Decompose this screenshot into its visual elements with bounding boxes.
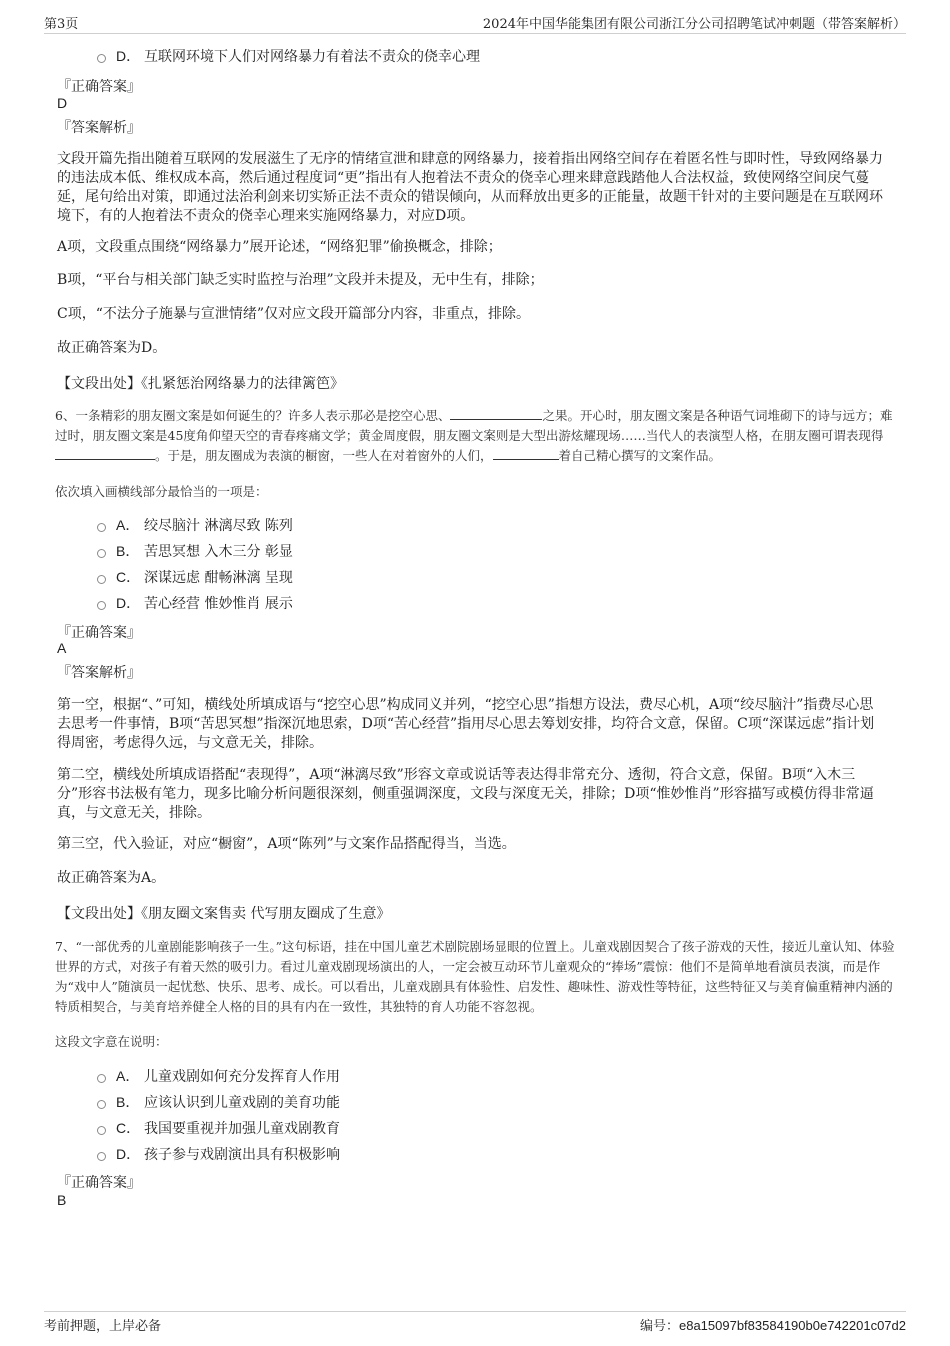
q7-answer: B [57, 1192, 67, 1208]
radio-icon[interactable] [97, 1074, 106, 1083]
radio-icon[interactable] [97, 601, 106, 610]
q7-answer-label: 『正确答案』 [57, 1175, 141, 1191]
radio-icon[interactable] [97, 523, 106, 532]
q7-option-b[interactable]: B． 应该认识到儿童戏剧的美育功能 [97, 1092, 340, 1112]
q5-analysis-4: C项，“不法分子施暴与宣泄情绪”仅对应文段开篇部分内容，非重点，排除。 [57, 306, 531, 322]
q6-analysis-4: 故正确答案为A。 [57, 870, 166, 886]
q5-answer: D [57, 95, 68, 111]
q6-analysis-3: 第三空，代入验证，对应“橱窗”，A项“陈列”与文案作品搭配得当，当选。 [57, 836, 516, 852]
q6-option-d[interactable]: D． 苦心经营 惟妙惟肖 展示 [97, 593, 293, 613]
q6-stem: 6、一条精彩的朋友圈文案是如何诞生的？许多人表示那必是挖空心思、 之果。开心时，朋友圈文案是各种语气词堆砌下的诗与远方；难过时，朋友圈文案是45度角仰望天空的青春疼痛文学；黄金周度假，朋友圈文案则是大型出游炫耀现场……当代人的表演型人格，在朋友圈可谓表现得。于是，朋友圈成为表演的橱窗，一些人在对着窗外的人们， 着自己精心撰写的文案作品。 [55, 408, 893, 463]
q7-option-d[interactable]: D． 孩子参与戏剧演出具有积极影响 [97, 1144, 340, 1164]
q6-option-a[interactable]: A． 绞尽脑汁 淋漓尽致 陈列 [97, 515, 293, 535]
footer-slogan: 考前押题，上岸必备 [44, 1319, 162, 1334]
q6-analysis-label: 『答案解析』 [57, 665, 141, 681]
q6-answer-label: 『正确答案』 [57, 625, 141, 641]
radio-icon[interactable] [97, 1126, 106, 1135]
q5-option-d[interactable]: D． 互联网环境下人们对网络暴力有着法不责众的侥幸心理 [97, 46, 480, 66]
q5-answer-label: 『正确答案』 [57, 79, 141, 95]
q6-analysis-1: 第一空，根据“、”可知，横线处所填成语与“挖空心思”构成同义并列，“挖空心思”指想方设法，费尽心机，A项“绞尽脑汁”指费尽心思去思考一件事情，B项“苦思冥想”指深沉地思索，D项“苦心经营”指用尽心思去筹划安排，均符合文意，保留。C项“深谋远虑”指计划得周密，考虑得久远，与文意无关，排除。 [57, 697, 875, 751]
q7-stem: 7、“一部优秀的儿童剧能影响孩子一生。”这句标语，挂在中国儿童艺术剧院剧场显眼的位置上。儿童戏剧因契合了孩子游戏的天性，接近儿童认知、体验世界的方式，对孩子有着天然的吸引力。看过儿童戏剧现场演出的人，一定会被互动环节儿童观众的“捧场”震惊：他们不是简单地看演员表演，而是作为“戏中人”随演员一起忧愁、快乐、思考、成长。可以看出，儿童戏剧具有体验性、启发性、趣味性、游戏性等特征，这些特征又与美育偏重精神内涵的特质相契合，与美育培养健全人格的目的具有内在一致性，其独特的育人功能不容忽视。 [55, 939, 895, 1014]
q5-analysis-label: 『答案解析』 [57, 120, 141, 136]
radio-icon[interactable] [97, 1152, 106, 1161]
q6-analysis-2: 第二空，横线处所填成语搭配“表现得”，A项“淋漓尽致”形容文章或说话等表达得非常充分、透彻，符合文意，保留。B项“入木三分”形容书法极有笔力，现多比喻分析问题很深刻，侧重强调深度，文段与深度无关，排除；D项“惟妙惟肖”形容描写或模仿得非常逼真，与文意无关，排除。 [57, 767, 874, 821]
q5-source: 【文段出处】《扎紧惩治网络暴力的法律篱笆》 [57, 376, 344, 392]
radio-icon[interactable] [97, 54, 106, 63]
radio-icon[interactable] [97, 1100, 106, 1109]
page-footer [44, 1311, 906, 1346]
page-header [44, 0, 906, 34]
q6-option-b[interactable]: B． 苦思冥想 入木三分 彰显 [97, 541, 293, 561]
q5-analysis-3: B项，“平台与相关部门缺乏实时监控与治理”文段并未提及，无中生有，排除； [57, 272, 544, 288]
q5-analysis-5: 故正确答案为D。 [57, 340, 167, 356]
q7-option-c[interactable]: C． 我国要重视并加强儿童戏剧教育 [97, 1118, 340, 1138]
q7-prompt: 这段文字意在说明： [55, 1034, 168, 1049]
radio-icon[interactable] [97, 575, 106, 584]
q5-analysis-2: A项，文段重点围绕“网络暴力”展开论述，“网络犯罪”偷换概念，排除； [57, 239, 502, 255]
q6-answer: A [57, 640, 67, 656]
q6-prompt: 依次填入画横线部分最恰当的一项是： [55, 484, 268, 499]
radio-icon[interactable] [97, 549, 106, 558]
q5-analysis-1: 文段开篇先指出随着互联网的发展滋生了无序的情绪宣泄和肆意的网络暴力，接着指出网络空间存在着匿名性与即时性，导致网络暴力的违法成本低、维权成本高，然后通过程度词“更”指出有人抱着法不责众的侥幸心理来肆意践踏他人合法权益，致使网络空间戾气蔓延，尾句给出对策，即通过法治利剑来切实矫正法不责众的错误倾向，从而释放出更多的正能量，故题干针对的主要问题是在互联网环境下，有的人抱着法不责众的侥幸心理来实施网络暴力，对应D项。 [57, 151, 883, 224]
q7-option-a[interactable]: A． 儿童戏剧如何充分发挥育人作用 [97, 1066, 340, 1086]
q6-option-c[interactable]: C． 深谋远虑 酣畅淋漓 呈现 [97, 567, 293, 587]
q6-source: 【文段出处】《朋友圈文案售卖 代写朋友圈成了生意》 [57, 906, 391, 922]
page-number: 第3页 [44, 17, 79, 32]
document-code: 编号：e8a15097bf83584190b0e742201c07d2 [639, 1318, 906, 1334]
document-title: 2024年中国华能集团有限公司浙江分公司招聘笔试冲刺题（带答案解析） [482, 17, 906, 32]
